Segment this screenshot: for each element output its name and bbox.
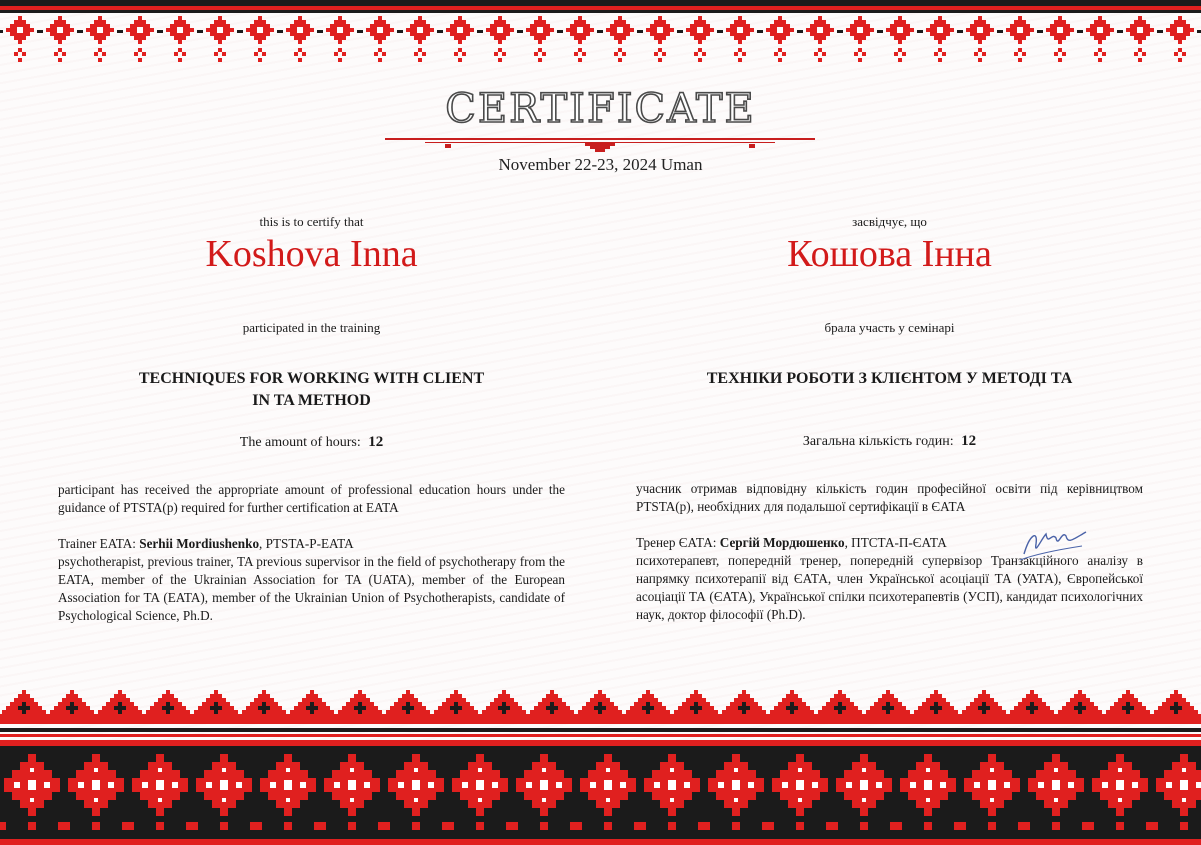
certify-text-ua: засвідчує, що	[852, 214, 927, 229]
certify-text: this is to certify that	[259, 214, 364, 229]
english-column	[58, 214, 565, 625]
participated-text-ua: брала участь у семінарі	[824, 320, 955, 335]
signature-image	[1016, 524, 1088, 564]
trainer-label-ua: Тренер ЄАТА:	[636, 535, 717, 550]
trainer-label: Trainer EATA:	[58, 536, 136, 551]
participant-name: Koshova Inna	[205, 233, 418, 275]
hours-line	[58, 434, 565, 451]
participant-name-ua: Кошова Інна	[787, 233, 992, 275]
date-place: November 22-23, 2024 Uman	[498, 155, 703, 174]
course-title-line-2: IN TA METHOD	[252, 392, 371, 409]
trainer-name-ua: Сергій Мордюшенко	[719, 535, 845, 550]
hours-value: 12	[368, 434, 384, 450]
hours-label: The amount of hours:	[239, 435, 361, 450]
course-title-ua: ТЕХНІКИ РОБОТИ З КЛІЄНТОМ У МЕТОДІ ТА	[706, 370, 1073, 387]
hours-value-ua: 12	[961, 433, 977, 449]
trainer-block	[58, 535, 565, 625]
hours-line-ua	[636, 433, 1143, 450]
hours-label-ua: Загальна кількість годин:	[802, 434, 954, 449]
certificate-title: CERTIFICATE	[445, 86, 756, 132]
trainer-name: Serhii Mordiushenko	[139, 536, 260, 551]
received-text-ua: учасник отримав відповідну кількість годин професійної освіти під керівництвом PTSTA(p), необхідних для подальшої сертифікації в ЄАТА	[636, 481, 1143, 514]
trainer-title-ua: , ПТСТА-П-ЄАТА	[844, 535, 947, 550]
top-embroidery-border	[0, 0, 1201, 68]
trainer-title: , PTSTA-P-EATA	[259, 536, 354, 551]
course-title-line-1: TECHNIQUES FOR WORKING WITH CLIENT	[138, 370, 485, 387]
bottom-embroidery-border	[0, 740, 1201, 845]
trainer-bio-ua: психотерапевт, попередній тренер, попередній супервізор Транзакційного аналізу в напрямку психотерапії від ЄАТА, член Української асоціації ТА (УАТА), Європейської асоціації ТА (ЄАТА), Української спілки психотерапевтів (УСП), кандидат психологічних наук, доктор філософії (Ph.D).	[636, 553, 1143, 622]
participated-text: participated in the training	[242, 320, 381, 335]
received-text: participant has received the appropriate amount of professional education hours under the guidance of PTSTA(p) required for further certification at EATA	[58, 482, 565, 515]
bottom-lace-border	[0, 688, 1201, 740]
title-ornament	[385, 134, 815, 156]
trainer-bio: psychotherapist, previous trainer, TA previous supervisor in the field of psychotherapy from the EATA, member of the Ukrainian Association for TA (UATA), member of the European Association for TA (EATA), member of the Ukrainian Union of Psychotherapists, candidate of Psychological Science, Ph.D.	[58, 554, 565, 623]
course-title	[58, 368, 565, 412]
